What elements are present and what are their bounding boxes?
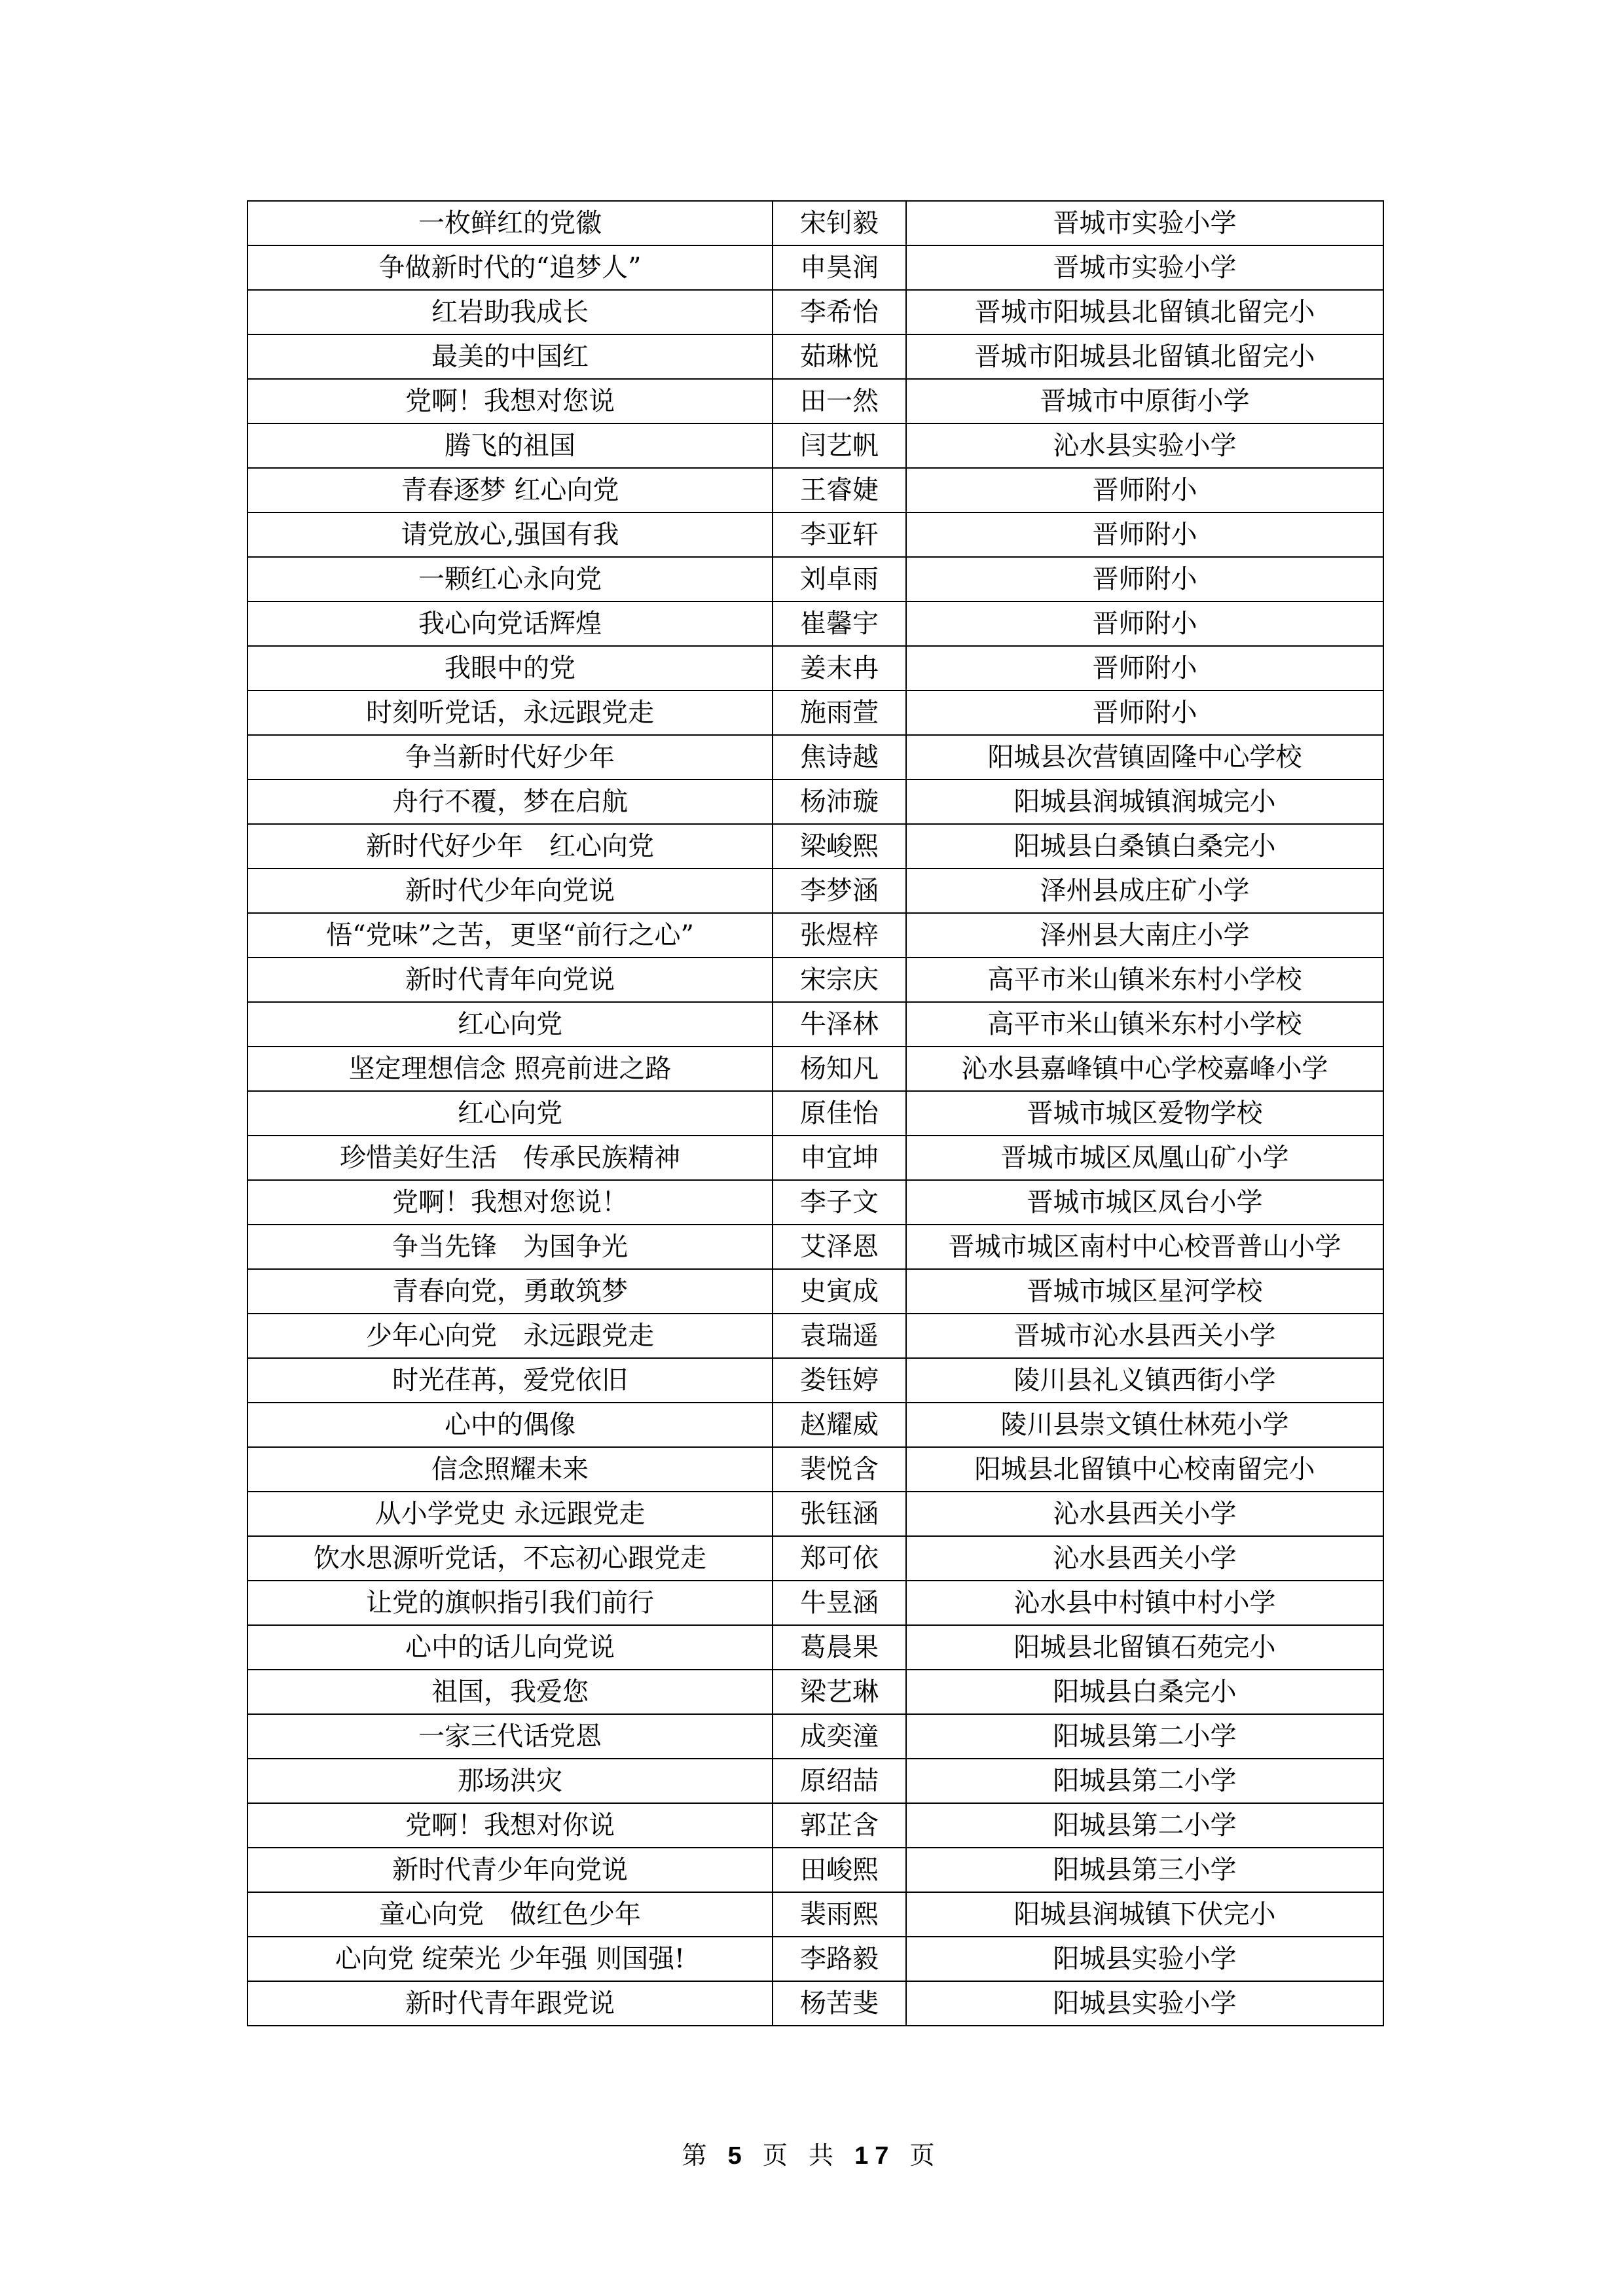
work-title-cell: 心中的偶像 <box>247 1403 773 1447</box>
award-table <box>247 200 1384 2026</box>
author-name-cell: 施雨萱 <box>773 691 906 735</box>
author-name-cell: 杨沛璇 <box>773 780 906 824</box>
author-name-cell: 闫艺帆 <box>773 423 906 468</box>
author-name-cell: 杨知凡 <box>773 1047 906 1091</box>
work-title-cell: 红心向党 <box>247 1002 773 1047</box>
author-name-cell: 裴悦含 <box>773 1447 906 1492</box>
author-name-cell: 牛泽林 <box>773 1002 906 1047</box>
author-name-cell: 李路毅 <box>773 1937 906 1981</box>
school-name-cell: 阳城县第二小学 <box>906 1759 1383 1803</box>
work-title-cell: 争当先锋 为国争光 <box>247 1225 773 1269</box>
school-name-cell: 阳城县润城镇下伏完小 <box>906 1892 1383 1937</box>
table-row <box>247 1047 1383 1091</box>
work-title-cell: 饮水思源听党话，不忘初心跟党走 <box>247 1536 773 1581</box>
work-title-cell: 新时代青少年向党说 <box>247 1848 773 1892</box>
author-name-cell: 李子文 <box>773 1180 906 1225</box>
work-title-cell: 青春逐梦 红心向党 <box>247 468 773 512</box>
work-title-cell: 一家三代话党恩 <box>247 1714 773 1759</box>
school-name-cell: 阳城县润城镇润城完小 <box>906 780 1383 824</box>
work-title-cell: 新时代青年跟党说 <box>247 1981 773 2026</box>
school-name-cell: 阳城县北留镇石苑完小 <box>906 1625 1383 1670</box>
work-title-cell: 争做新时代的“追梦人” <box>247 245 773 290</box>
work-title-cell: 党啊！我想对您说！ <box>247 1180 773 1225</box>
table-row <box>247 735 1383 780</box>
author-name-cell: 赵耀威 <box>773 1403 906 1447</box>
table-row <box>247 512 1383 557</box>
work-title-cell: 青春向党，勇敢筑梦 <box>247 1269 773 1314</box>
school-name-cell: 晋师附小 <box>906 691 1383 735</box>
author-name-cell: 裴雨熙 <box>773 1892 906 1937</box>
author-name-cell: 田一然 <box>773 379 906 423</box>
award-table-body <box>247 201 1383 2026</box>
author-name-cell: 田峻熙 <box>773 1848 906 1892</box>
school-name-cell: 晋城市城区南村中心校晋普山小学 <box>906 1225 1383 1269</box>
footer-prefix: 第 <box>682 2141 714 2170</box>
author-name-cell: 牛昱涵 <box>773 1581 906 1625</box>
table-row <box>247 1937 1383 1981</box>
work-title-cell: 从小学党史 永远跟党走 <box>247 1492 773 1536</box>
table-row <box>247 1492 1383 1536</box>
table-row <box>247 1848 1383 1892</box>
school-name-cell: 晋城市实验小学 <box>906 245 1383 290</box>
work-title-cell: 舟行不覆，梦在启航 <box>247 780 773 824</box>
author-name-cell: 成奕潼 <box>773 1714 906 1759</box>
table-row <box>247 557 1383 601</box>
table-row <box>247 201 1383 245</box>
school-name-cell: 阳城县实验小学 <box>906 1981 1383 2026</box>
author-name-cell: 原绍喆 <box>773 1759 906 1803</box>
table-row <box>247 1714 1383 1759</box>
total-page-count: 17 <box>854 2142 896 2170</box>
table-row <box>247 913 1383 958</box>
work-title-cell: 党啊！我想对你说 <box>247 1803 773 1848</box>
school-name-cell: 泽州县成庄矿小学 <box>906 869 1383 913</box>
school-name-cell: 晋师附小 <box>906 646 1383 691</box>
author-name-cell: 张钰涵 <box>773 1492 906 1536</box>
table-row <box>247 1180 1383 1225</box>
table-row <box>247 691 1383 735</box>
author-name-cell: 李梦涵 <box>773 869 906 913</box>
work-title-cell: 时光荏苒，爱党依旧 <box>247 1358 773 1403</box>
table-row <box>247 1581 1383 1625</box>
table-row <box>247 646 1383 691</box>
table-row <box>247 1136 1383 1180</box>
table-row <box>247 601 1383 646</box>
author-name-cell: 葛晨果 <box>773 1625 906 1670</box>
table-row <box>247 379 1383 423</box>
work-title-cell: 腾飞的祖国 <box>247 423 773 468</box>
school-name-cell: 晋城市中原街小学 <box>906 379 1383 423</box>
footer-middle: 页 共 <box>762 2141 840 2170</box>
work-title-cell: 那场洪灾 <box>247 1759 773 1803</box>
author-name-cell: 李亚轩 <box>773 512 906 557</box>
school-name-cell: 沁水县西关小学 <box>906 1536 1383 1581</box>
table-row <box>247 824 1383 869</box>
author-name-cell: 宋宗庆 <box>773 958 906 1002</box>
work-title-cell: 红岩助我成长 <box>247 290 773 334</box>
work-title-cell: 心向党 绽荣光 少年强 则国强! <box>247 1937 773 1981</box>
table-row <box>247 1759 1383 1803</box>
current-page-number: 5 <box>727 2142 748 2170</box>
author-name-cell: 梁峻熙 <box>773 824 906 869</box>
author-name-cell: 梁艺琳 <box>773 1670 906 1714</box>
author-name-cell: 宋钊毅 <box>773 201 906 245</box>
school-name-cell: 沁水县嘉峰镇中心学校嘉峰小学 <box>906 1047 1383 1091</box>
work-title-cell: 坚定理想信念 照亮前进之路 <box>247 1047 773 1091</box>
table-row <box>247 1314 1383 1358</box>
school-name-cell: 高平市米山镇米东村小学校 <box>906 1002 1383 1047</box>
table-row <box>247 1447 1383 1492</box>
author-name-cell: 姜末冉 <box>773 646 906 691</box>
author-name-cell: 娄钰婷 <box>773 1358 906 1403</box>
school-name-cell: 沁水县西关小学 <box>906 1492 1383 1536</box>
work-title-cell: 新时代青年向党说 <box>247 958 773 1002</box>
table-row <box>247 334 1383 379</box>
table-row <box>247 290 1383 334</box>
work-title-cell: 红心向党 <box>247 1091 773 1136</box>
author-name-cell: 杨苦斐 <box>773 1981 906 2026</box>
school-name-cell: 阳城县白桑镇白桑完小 <box>906 824 1383 869</box>
table-row <box>247 1225 1383 1269</box>
work-title-cell: 请党放心,强国有我 <box>247 512 773 557</box>
table-row <box>247 1670 1383 1714</box>
table-row <box>247 780 1383 824</box>
school-name-cell: 阳城县第三小学 <box>906 1848 1383 1892</box>
work-title-cell: 心中的话儿向党说 <box>247 1625 773 1670</box>
school-name-cell: 晋城市实验小学 <box>906 201 1383 245</box>
table-row <box>247 958 1383 1002</box>
table-row <box>247 1091 1383 1136</box>
work-title-cell: 祖国，我爱您 <box>247 1670 773 1714</box>
school-name-cell: 高平市米山镇米东村小学校 <box>906 958 1383 1002</box>
school-name-cell: 阳城县第二小学 <box>906 1714 1383 1759</box>
footer-suffix: 页 <box>909 2141 941 2170</box>
table-row <box>247 245 1383 290</box>
author-name-cell: 史寅成 <box>773 1269 906 1314</box>
table-row <box>247 869 1383 913</box>
author-name-cell: 原佳怡 <box>773 1091 906 1136</box>
school-name-cell: 阳城县实验小学 <box>906 1937 1383 1981</box>
table-row <box>247 1803 1383 1848</box>
work-title-cell: 最美的中国红 <box>247 334 773 379</box>
table-row <box>247 1002 1383 1047</box>
school-name-cell: 阳城县白桑完小 <box>906 1670 1383 1714</box>
work-title-cell: 一颗红心永向党 <box>247 557 773 601</box>
author-name-cell: 艾泽恩 <box>773 1225 906 1269</box>
work-title-cell: 我心向党话辉煌 <box>247 601 773 646</box>
work-title-cell: 争当新时代好少年 <box>247 735 773 780</box>
school-name-cell: 晋城市阳城县北留镇北留完小 <box>906 290 1383 334</box>
work-title-cell: 童心向党 做红色少年 <box>247 1892 773 1937</box>
school-name-cell: 陵川县崇文镇仕林苑小学 <box>906 1403 1383 1447</box>
work-title-cell: 党啊！我想对您说 <box>247 379 773 423</box>
author-name-cell: 郭芷含 <box>773 1803 906 1848</box>
school-name-cell: 沁水县中村镇中村小学 <box>906 1581 1383 1625</box>
table-row <box>247 468 1383 512</box>
work-title-cell: 让党的旗帜指引我们前行 <box>247 1581 773 1625</box>
school-name-cell: 阳城县北留镇中心校南留完小 <box>906 1447 1383 1492</box>
table-row <box>247 1981 1383 2026</box>
author-name-cell: 袁瑞遥 <box>773 1314 906 1358</box>
author-name-cell: 张煜梓 <box>773 913 906 958</box>
table-row <box>247 423 1383 468</box>
school-name-cell: 沁水县实验小学 <box>906 423 1383 468</box>
author-name-cell: 郑可依 <box>773 1536 906 1581</box>
author-name-cell: 崔馨宇 <box>773 601 906 646</box>
table-row <box>247 1536 1383 1581</box>
author-name-cell: 申昊润 <box>773 245 906 290</box>
school-name-cell: 晋城市城区凤凰山矿小学 <box>906 1136 1383 1180</box>
school-name-cell: 泽州县大南庄小学 <box>906 913 1383 958</box>
table-row <box>247 1625 1383 1670</box>
school-name-cell: 晋城市城区爱物学校 <box>906 1091 1383 1136</box>
school-name-cell: 晋师附小 <box>906 468 1383 512</box>
table-row <box>247 1269 1383 1314</box>
table-row <box>247 1892 1383 1937</box>
table-row <box>247 1403 1383 1447</box>
school-name-cell: 晋师附小 <box>906 601 1383 646</box>
work-title-cell: 新时代好少年 红心向党 <box>247 824 773 869</box>
work-title-cell: 新时代少年向党说 <box>247 869 773 913</box>
school-name-cell: 晋师附小 <box>906 512 1383 557</box>
work-title-cell: 我眼中的党 <box>247 646 773 691</box>
school-name-cell: 晋师附小 <box>906 557 1383 601</box>
work-title-cell: 时刻听党话，永远跟党走 <box>247 691 773 735</box>
work-title-cell: 悟“党味”之苦，更坚“前行之心” <box>247 913 773 958</box>
school-name-cell: 晋城市城区凤台小学 <box>906 1180 1383 1225</box>
author-name-cell: 李希怡 <box>773 290 906 334</box>
table-row <box>247 1358 1383 1403</box>
author-name-cell: 茹琳悦 <box>773 334 906 379</box>
school-name-cell: 晋城市阳城县北留镇北留完小 <box>906 334 1383 379</box>
author-name-cell: 王睿婕 <box>773 468 906 512</box>
author-name-cell: 申宜坤 <box>773 1136 906 1180</box>
page-footer <box>0 2135 1623 2171</box>
school-name-cell: 阳城县第二小学 <box>906 1803 1383 1848</box>
work-title-cell: 少年心向党 永远跟党走 <box>247 1314 773 1358</box>
school-name-cell: 陵川县礼义镇西街小学 <box>906 1358 1383 1403</box>
school-name-cell: 晋城市沁水县西关小学 <box>906 1314 1383 1358</box>
school-name-cell: 阳城县次营镇固隆中心学校 <box>906 735 1383 780</box>
school-name-cell: 晋城市城区星河学校 <box>906 1269 1383 1314</box>
work-title-cell: 珍惜美好生活 传承民族精神 <box>247 1136 773 1180</box>
author-name-cell: 刘卓雨 <box>773 557 906 601</box>
author-name-cell: 焦诗越 <box>773 735 906 780</box>
work-title-cell: 信念照耀未来 <box>247 1447 773 1492</box>
work-title-cell: 一枚鲜红的党徽 <box>247 201 773 245</box>
